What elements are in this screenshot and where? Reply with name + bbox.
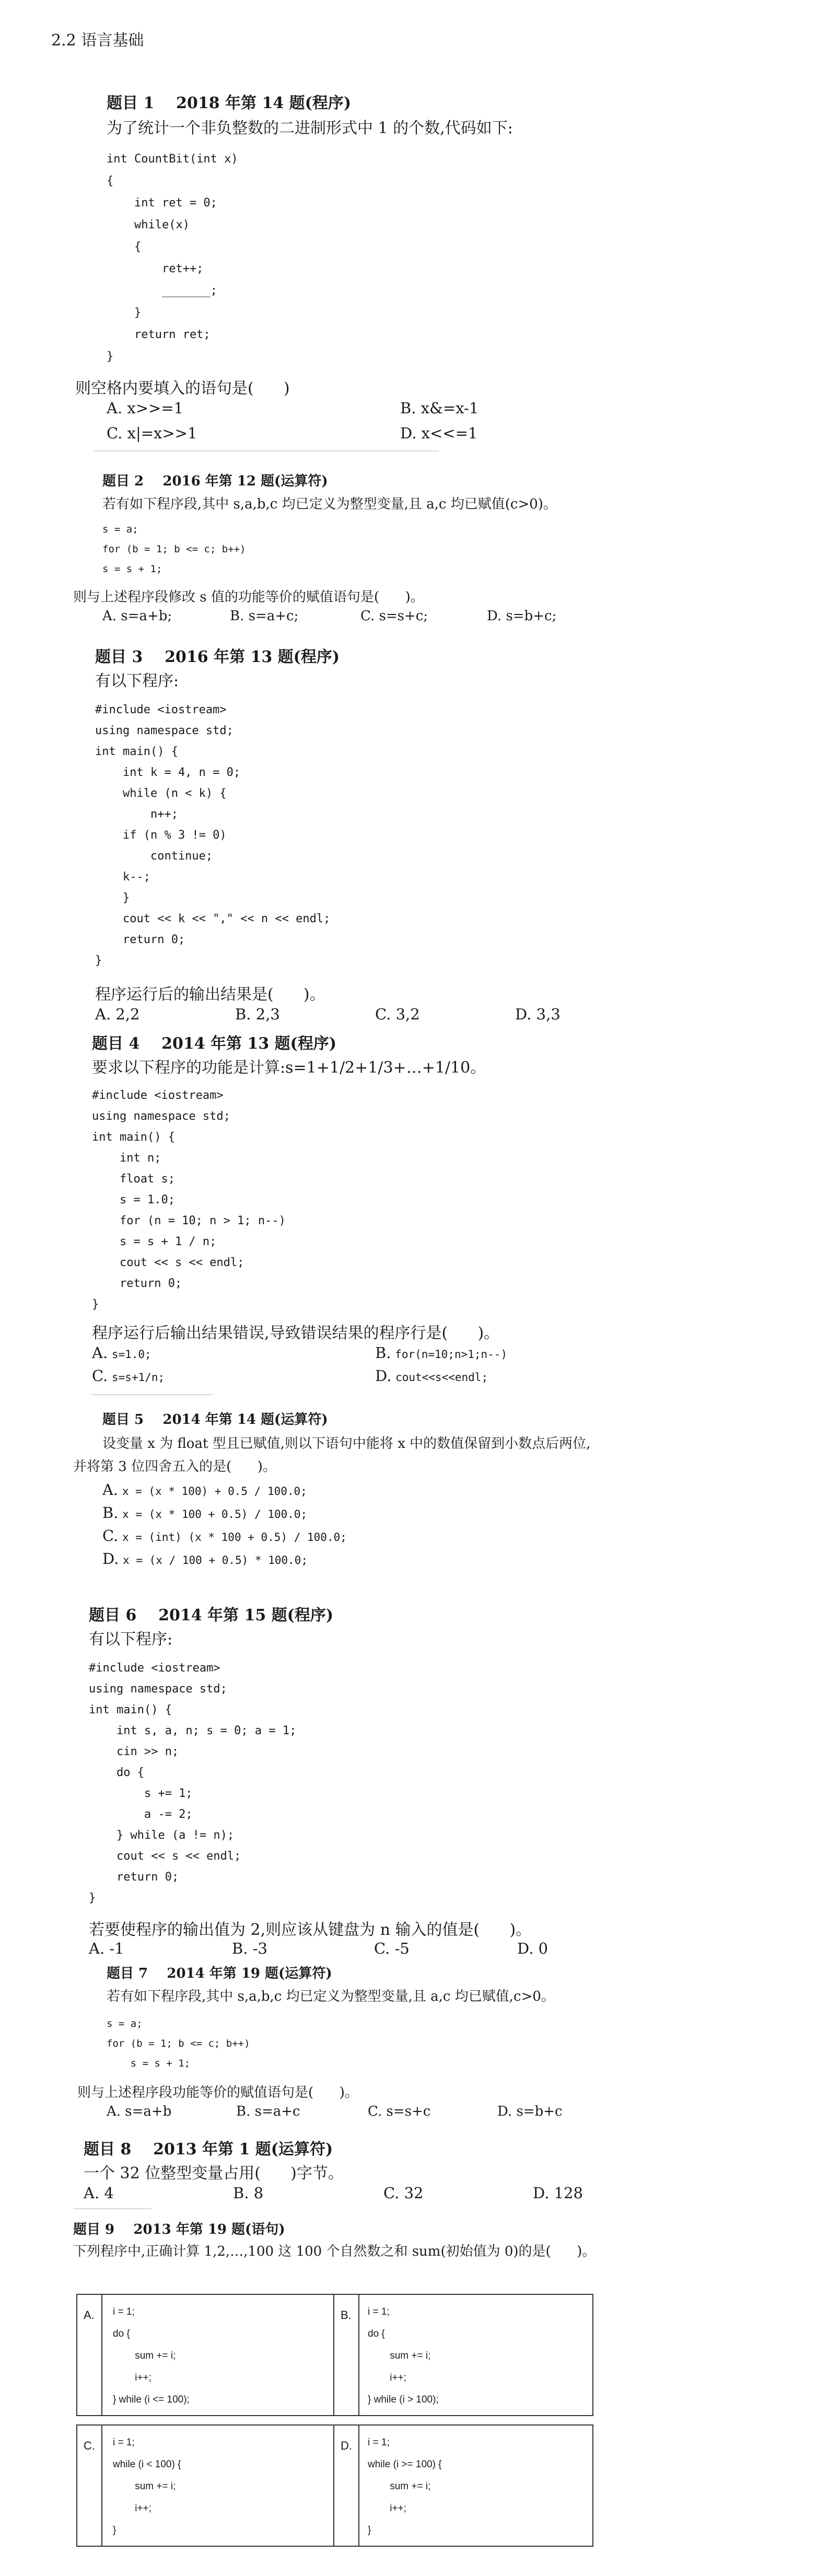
q2-option-d: D. s=b+c; xyxy=(487,608,557,624)
q1-title: 题目 1 2018 年第 14 题(程序) xyxy=(107,94,352,112)
code-line: int main() { xyxy=(95,745,178,758)
option-code: for(n=10;n>1;n--) xyxy=(395,1348,508,1361)
code-line: int CountBit(int x) xyxy=(107,153,238,166)
q5-option-b xyxy=(102,1504,307,1522)
divider xyxy=(92,1394,212,1395)
q8-prompt: 一个 32 位整型变量占用( )字节。 xyxy=(84,2164,344,2183)
option-key: A. xyxy=(92,1344,108,1362)
code-line: i = 1; xyxy=(113,2306,135,2317)
option-label: B. xyxy=(341,2308,352,2322)
code-line: } xyxy=(89,1892,96,1905)
q8-option-a: A. 4 xyxy=(84,2184,114,2202)
code-line: i++; xyxy=(113,2372,151,2383)
code-line: do { xyxy=(113,2328,130,2339)
code-line: return 0; xyxy=(95,933,185,946)
code-line: for (n = 10; n > 1; n--) xyxy=(92,1214,286,1227)
option-code: x = (x * 100) + 0.5 / 100.0; xyxy=(122,1485,307,1498)
q1-option-d: D. x<<=1 xyxy=(400,424,478,442)
q6-option-a: A. -1 xyxy=(89,1940,124,1957)
code-line: } xyxy=(92,1298,99,1311)
q8-option-c: C. 32 xyxy=(383,2184,424,2202)
q6-option-c: C. -5 xyxy=(374,1940,410,1957)
code-line: } xyxy=(95,891,130,904)
q7-option-c: C. s=s+c xyxy=(368,2104,431,2119)
q5-title: 题目 5 2014 年第 14 题(运算符) xyxy=(102,1412,328,1428)
code-line: cout << s << endl; xyxy=(89,1850,241,1863)
code-line: while (n < k) { xyxy=(95,787,227,800)
code-line: } while (a != n); xyxy=(89,1829,235,1842)
q1-prompt: 为了统计一个非负整数的二进制形式中 1 的个数,代码如下: xyxy=(107,119,513,137)
q5-option-c xyxy=(102,1527,347,1545)
q6-option-d: D. 0 xyxy=(517,1940,548,1957)
code-line: } xyxy=(107,306,142,319)
q1-question: 则空格内要填入的语句是( ) xyxy=(75,379,290,398)
divider xyxy=(73,2208,151,2209)
code-line: { xyxy=(107,240,142,253)
q6-prompt: 有以下程序: xyxy=(89,1630,173,1649)
q9-prompt: 下列程序中,正确计算 1,2,…,100 这 100 个自然数之和 sum(初始值为 0)的是( )。 xyxy=(73,2244,596,2259)
code-line: float s; xyxy=(92,1173,175,1186)
option-label: A. xyxy=(84,2308,95,2322)
q9-option-b-label-cell xyxy=(334,2295,359,2415)
q8-option-b: B. 8 xyxy=(233,2184,264,2202)
code-line: { xyxy=(107,175,114,188)
q3-prompt: 有以下程序: xyxy=(95,672,179,690)
q3-title: 题目 3 2016 年第 13 题(程序) xyxy=(95,648,340,666)
q9-option-d-label-cell xyxy=(334,2426,359,2546)
code-line: i++; xyxy=(368,2503,406,2514)
q7-code-line: s = a; xyxy=(107,2018,143,2029)
option-code: x = (x * 100 + 0.5) / 100.0; xyxy=(122,1508,308,1521)
q5-option-d xyxy=(102,1550,308,1568)
option-key: C. xyxy=(92,1367,108,1385)
code-line: using namespace std; xyxy=(89,1682,227,1696)
option-key: C. xyxy=(102,1527,119,1545)
q7-option-b: B. s=a+c xyxy=(236,2104,300,2119)
code-line: int ret = 0; xyxy=(107,196,217,210)
q1-option-c: C. x|=x>>1 xyxy=(107,424,197,442)
code-line: #include <iostream> xyxy=(95,703,227,716)
q5-prompt-line2: 并将第 3 位四舍五入的是( )。 xyxy=(73,1459,276,1475)
q7-prompt: 若有如下程序段,其中 s,a,b,c 均已定义为整型变量,且 a,c 均已赋值,c>0。 xyxy=(107,1989,555,2004)
code-line: int main() { xyxy=(92,1131,175,1144)
code-line: s = s + 1 / n; xyxy=(92,1235,217,1248)
q2-code-line: s = a; xyxy=(102,524,138,535)
q7-question: 则与上述程序段功能等价的赋值语句是( )。 xyxy=(77,2085,358,2101)
q3-option-c: C. 3,2 xyxy=(375,1005,420,1023)
q9-title: 题目 9 2013 年第 19 题(语句) xyxy=(73,2222,285,2237)
q4-prompt: 要求以下程序的功能是计算:s=1+1/2+1/3+…+1/10。 xyxy=(92,1059,486,1077)
code-line: } xyxy=(107,350,114,363)
option-code: s=1.0; xyxy=(111,1348,151,1361)
code-line: int n; xyxy=(92,1152,161,1165)
code-line: } xyxy=(95,954,102,967)
code-line: } xyxy=(368,2525,371,2536)
code-line: s = 1.0; xyxy=(92,1193,175,1206)
code-line: n++; xyxy=(95,808,178,821)
code-line: int s, a, n; s = 0; a = 1; xyxy=(89,1724,297,1737)
code-line: if (n % 3 != 0) xyxy=(95,829,227,842)
code-line: int main() { xyxy=(89,1703,172,1716)
option-label: D. xyxy=(341,2439,352,2452)
code-line: while (i >= 100) { xyxy=(368,2459,442,2470)
code-line: k--; xyxy=(95,871,150,884)
code-line: i = 1; xyxy=(368,2306,390,2317)
q7-title: 题目 7 2014 年第 19 题(运算符) xyxy=(107,1966,332,1981)
q7-code-line: s = s + 1; xyxy=(107,2058,191,2069)
code-line: using namespace std; xyxy=(95,724,233,737)
q6-question: 若要使程序的输出值为 2,则应该从键盘为 n 输入的值是( )。 xyxy=(89,1921,532,1939)
option-key: D. xyxy=(102,1550,119,1568)
option-label: C. xyxy=(84,2439,95,2452)
q2-code-line: s = s + 1; xyxy=(102,563,162,575)
q2-question: 则与上述程序段修改 s 值的功能等价的赋值语句是( )。 xyxy=(73,589,424,605)
q5-option-a xyxy=(102,1481,307,1499)
q9-option-a-label-cell xyxy=(77,2295,102,2415)
option-code: s=s+1/n; xyxy=(112,1371,165,1384)
code-line: s += 1; xyxy=(89,1787,193,1800)
code-line: i = 1; xyxy=(113,2437,135,2448)
code-line: _______; xyxy=(107,284,217,297)
code-line: ret++; xyxy=(107,262,204,275)
q2-option-b: B. s=a+c; xyxy=(230,608,299,624)
q4-option-a xyxy=(92,1344,151,1362)
code-line: #include <iostream> xyxy=(89,1662,220,1675)
q1-option-b: B. x&=x-1 xyxy=(400,399,479,417)
q9-option-c-label-cell xyxy=(77,2426,102,2546)
q3-question: 程序运行后的输出结果是( )。 xyxy=(95,985,325,1004)
q4-option-d xyxy=(375,1367,488,1385)
code-line: } while (i <= 100); xyxy=(113,2394,190,2405)
code-line: while (i < 100) { xyxy=(113,2459,181,2470)
option-key: D. xyxy=(375,1367,392,1385)
q2-option-c: C. s=s+c; xyxy=(360,608,428,624)
code-line: cout << s << endl; xyxy=(92,1256,244,1269)
code-line: continue; xyxy=(95,850,213,863)
code-line: #include <iostream> xyxy=(92,1089,224,1102)
code-line: sum += i; xyxy=(368,2481,431,2492)
q5-prompt-line1: 设变量 x 为 float 型且已赋值,则以下语句中能将 x 中的数值保留到小数点后两位, xyxy=(102,1436,591,1452)
q9-options-table-row1 xyxy=(76,2294,593,2416)
divider xyxy=(94,450,439,451)
code-line: i++; xyxy=(113,2503,151,2514)
q4-title: 题目 4 2014 年第 13 题(程序) xyxy=(92,1035,337,1053)
code-line: } xyxy=(113,2525,116,2536)
q1-option-a: A. x>>=1 xyxy=(107,399,184,417)
q3-option-a: A. 2,2 xyxy=(95,1005,140,1023)
code-line: return ret; xyxy=(107,328,211,341)
q2-title: 题目 2 2016 年第 12 题(运算符) xyxy=(102,473,328,489)
q4-question: 程序运行后输出结果错误,导致错误结果的程序行是( )。 xyxy=(92,1324,500,1342)
code-line: return 0; xyxy=(89,1871,179,1884)
code-line: cin >> n; xyxy=(89,1745,179,1758)
code-line: a -= 2; xyxy=(89,1808,193,1821)
q8-option-d: D. 128 xyxy=(533,2184,583,2202)
q7-option-a: A. s=a+b xyxy=(107,2104,172,2119)
q3-option-b: B. 2,3 xyxy=(235,1005,280,1023)
section-header: 2.2 语言基础 xyxy=(51,31,144,50)
code-line: return 0; xyxy=(92,1277,182,1290)
code-line: cout << k << "," << n << endl; xyxy=(95,912,331,925)
code-line: while(x) xyxy=(107,218,190,231)
code-line: int k = 4, n = 0; xyxy=(95,766,241,779)
option-code: cout<<s<<endl; xyxy=(395,1371,488,1384)
code-line: do { xyxy=(368,2328,385,2339)
code-line: i++; xyxy=(368,2372,406,2383)
code-line: sum += i; xyxy=(113,2481,176,2492)
option-key: B. xyxy=(375,1344,391,1362)
option-key: A. xyxy=(102,1481,119,1499)
code-line: sum += i; xyxy=(113,2350,176,2361)
code-line: } while (i > 100); xyxy=(368,2394,439,2405)
q2-prompt: 若有如下程序段,其中 s,a,b,c 均已定义为整型变量,且 a,c 均已赋值(c>0)。 xyxy=(102,496,557,512)
code-line: using namespace std; xyxy=(92,1110,230,1123)
q6-title: 题目 6 2014 年第 15 题(程序) xyxy=(89,1606,334,1624)
q4-option-b xyxy=(375,1344,507,1362)
q7-code-line: for (b = 1; b <= c; b++) xyxy=(107,2038,250,2049)
q4-option-c xyxy=(92,1367,165,1385)
option-code: x = (x / 100 + 0.5) * 100.0; xyxy=(123,1554,308,1567)
option-code: x = (int) (x * 100 + 0.5) / 100.0; xyxy=(122,1531,347,1544)
q2-code-line: for (b = 1; b <= c; b++) xyxy=(102,543,246,555)
q9-options-table-row2 xyxy=(76,2424,593,2547)
q7-option-d: D. s=b+c xyxy=(497,2104,563,2119)
q8-title: 题目 8 2013 年第 1 题(运算符) xyxy=(84,2140,333,2159)
q2-option-a: A. s=a+b; xyxy=(102,608,172,624)
option-key: B. xyxy=(102,1504,119,1522)
code-line: i = 1; xyxy=(368,2437,390,2448)
q6-option-b: B. -3 xyxy=(232,1940,267,1957)
code-line: do { xyxy=(89,1766,144,1779)
code-line: sum += i; xyxy=(368,2350,431,2361)
q3-option-d: D. 3,3 xyxy=(515,1005,561,1023)
